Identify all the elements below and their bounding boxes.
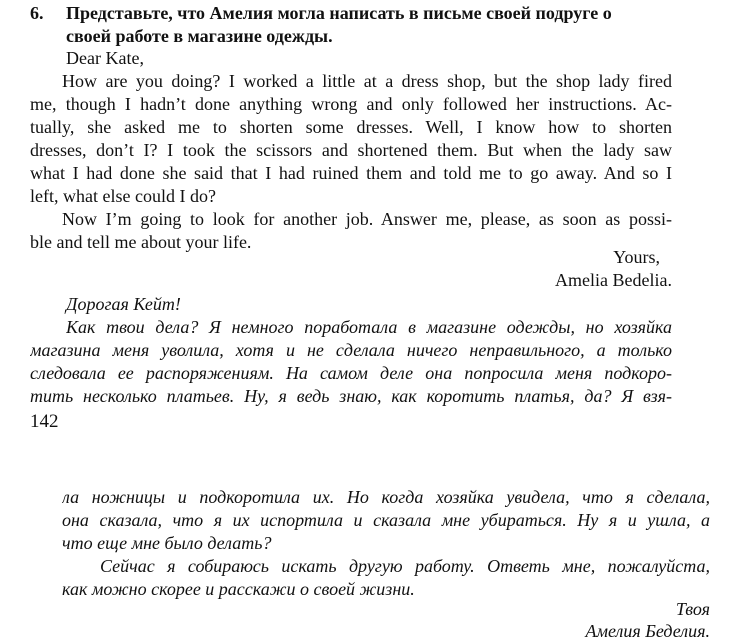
russian-greeting: Дорогая Кейт!: [66, 294, 181, 314]
russian-line: Как твои дела? Я немного поработала в магазине одежды, но хозяйка: [66, 317, 672, 337]
russian-signature: Амелия Беделия.: [585, 621, 710, 641]
page-number: 142: [30, 411, 59, 432]
russian-line: тить несколько платьев. Ну, я ведь знаю, как коротить платья, да? Я взя-: [30, 386, 672, 406]
english-line: me, though I hadn’t done anything wrong and only followed her instructions. Ac-: [30, 94, 672, 114]
english-line: ble and tell me about your life.: [30, 232, 252, 252]
english-line: Now I’m going to look for another job. Answer me, please, as soon as possi-: [62, 209, 672, 229]
english-line: left, what else could I do?: [30, 186, 216, 206]
english-closing: Yours,: [613, 247, 660, 267]
russian-line: магазина меня уволила, хотя и не сделала ничего неправильного, а только: [30, 340, 672, 360]
english-signature: Amelia Bedelia.: [555, 270, 672, 290]
russian-line: она сказала, что я их испортила и сказала мне убираться. Ну я и ушла, а: [62, 510, 710, 530]
english-line: what I had done she said that I had ruined them and told me to go away. And so I: [30, 163, 672, 183]
english-line: How are you doing? I worked a little at a dress shop, but the shop lady fired: [62, 71, 672, 91]
english-line: dresses, don’t I? I took the scissors and shortened them. But when the lady saw: [30, 140, 672, 160]
task-title-line-2: своей работе в магазине одежды.: [66, 26, 333, 46]
russian-line: как можно скорее и расскажи о своей жизни.: [62, 579, 415, 599]
english-line: tually, she asked me to shorten some dresses. Well, I know how to shorten: [30, 117, 672, 137]
russian-line: следовала ее распоряжениям. На самом деле она попросила меня подкоро-: [30, 363, 672, 383]
task-title-line-1: Представьте, что Амелия могла написать в письме своей подруге о: [66, 3, 612, 23]
russian-line: ла ножницы и подкоротила их. Но когда хозяйка увидела, что я сделала,: [62, 487, 710, 507]
english-greeting: Dear Kate,: [66, 48, 144, 68]
russian-line: что еще мне было делать?: [62, 533, 272, 553]
task-number: 6.: [30, 3, 44, 23]
russian-closing: Твоя: [675, 599, 710, 619]
russian-line: Сейчас я собираюсь искать другую работу. Ответь мне, пожалуйста,: [100, 556, 710, 576]
